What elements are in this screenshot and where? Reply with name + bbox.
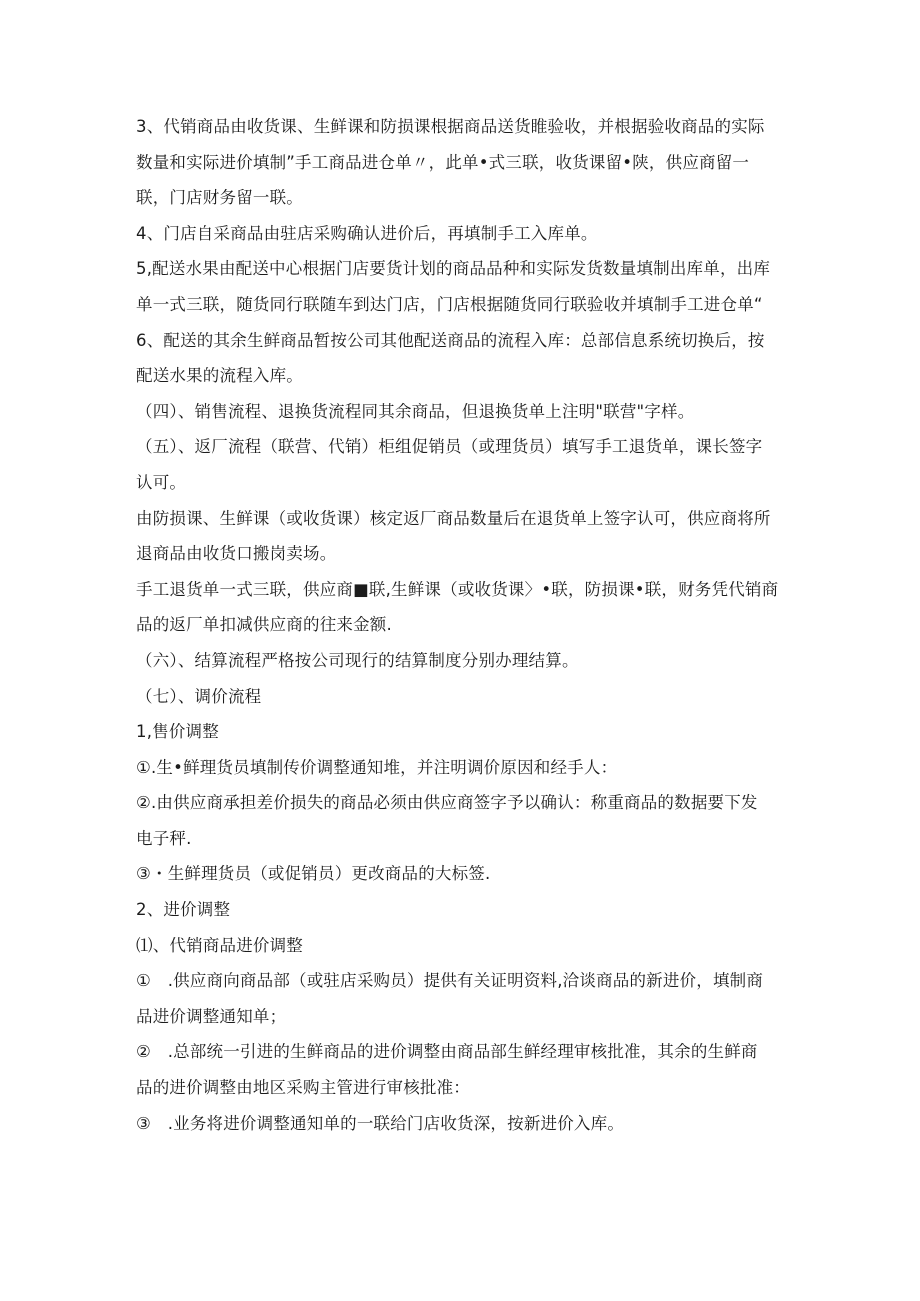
text-line: ③・生鲜理货员（或促销员）更改商品的大标签. xyxy=(136,864,491,884)
section-heading-seven: （七）、调价流程 xyxy=(136,686,262,706)
text-line: 单一式三联，随货同行联随车到达门店，门店根据随货同行联验收并填制手工进仓单“ xyxy=(136,294,763,314)
text-line: 认可。 xyxy=(136,472,187,492)
text-line: 品的返厂单扣减供应商的往来金额. xyxy=(136,615,392,635)
text-line: 品进价调整通知单； xyxy=(136,1006,287,1026)
section-heading-six: （六）、结算流程严格按公司现行的结算制度分别办理结算。 xyxy=(136,650,579,670)
text-line: 5,配送水果由配送中心根据门店要货计划的商品品种和实际发货数量填制出库单，出库 xyxy=(136,259,771,279)
text-line: 联，门店财务留一联。 xyxy=(136,188,303,208)
text-line: ① .供应商向商品部（或驻店采购员）提供有关证明资料,洽谈商品的新进价，填制商 xyxy=(136,971,764,991)
section-heading-five: （五）、返厂流程（联营、代销）柜组促销员（或理货员）填写手工退货单，课长签字 xyxy=(136,437,763,457)
text-line: ②.由供应商承担差价损失的商品必须由供应商签字予以确认：称重商品的数据要下发 xyxy=(136,793,758,813)
text-line: 配送水果的流程入库。 xyxy=(136,366,303,386)
subheading-price-adjustment: 1,售价调整 xyxy=(136,722,219,742)
text-line: 由防损课、生鲜课（或收货课）核定返厂商品数量后在退货单上签字认可，供应商将所 xyxy=(136,508,771,528)
subheading-cost-adjustment: 2、进价调整 xyxy=(136,900,231,920)
document-body xyxy=(136,109,796,1141)
subheading-consignment-cost: ⑴、代销商品进价调整 xyxy=(136,935,303,955)
text-line: 3、代销商品由收货课、生鲜课和防损课根据商品送货睢验收，并根据验收商品的实际 xyxy=(136,117,765,136)
text-line: ② .总部统一引进的生鲜商品的进价调整由商品部生鲜经理审核批准，其余的生鲜商 xyxy=(136,1042,758,1062)
text-line: ③ .业务将进价调整通知单的一联给门店收货深，按新进价入库。 xyxy=(136,1113,625,1133)
text-line: 品的进价调整由地区采购主管进行审核批准： xyxy=(136,1078,470,1098)
text-line: 数量和实际进价填制”手工商品进仓单〃，此单•式三联，收货课留•陕，供应商留一 xyxy=(136,152,750,172)
section-heading-four: （四）、销售流程、退换货流程同其余商品，但退换货单上注明"联营"字样。 xyxy=(136,401,695,421)
text-line: 4、门店自采商品由驻店采购确认进价后，再填制手工入库单。 xyxy=(136,223,598,243)
text-line: ①.生•鲜理货员填制传价调整通知堆，并注明调价原因和经手人： xyxy=(136,757,618,777)
text-line: 手工退货单一式三联，供应商■联,生鲜课（或收货课〉•联，防损课•联，财务凭代销商 xyxy=(136,579,779,599)
text-line: 6、配送的其余生鲜商品暂按公司其他配送商品的流程入库：总部信息系统切换后，按 xyxy=(136,330,765,350)
text-line: 电子秤. xyxy=(136,828,192,848)
text-line: 退商品由收货口搬岗卖场。 xyxy=(136,544,337,564)
